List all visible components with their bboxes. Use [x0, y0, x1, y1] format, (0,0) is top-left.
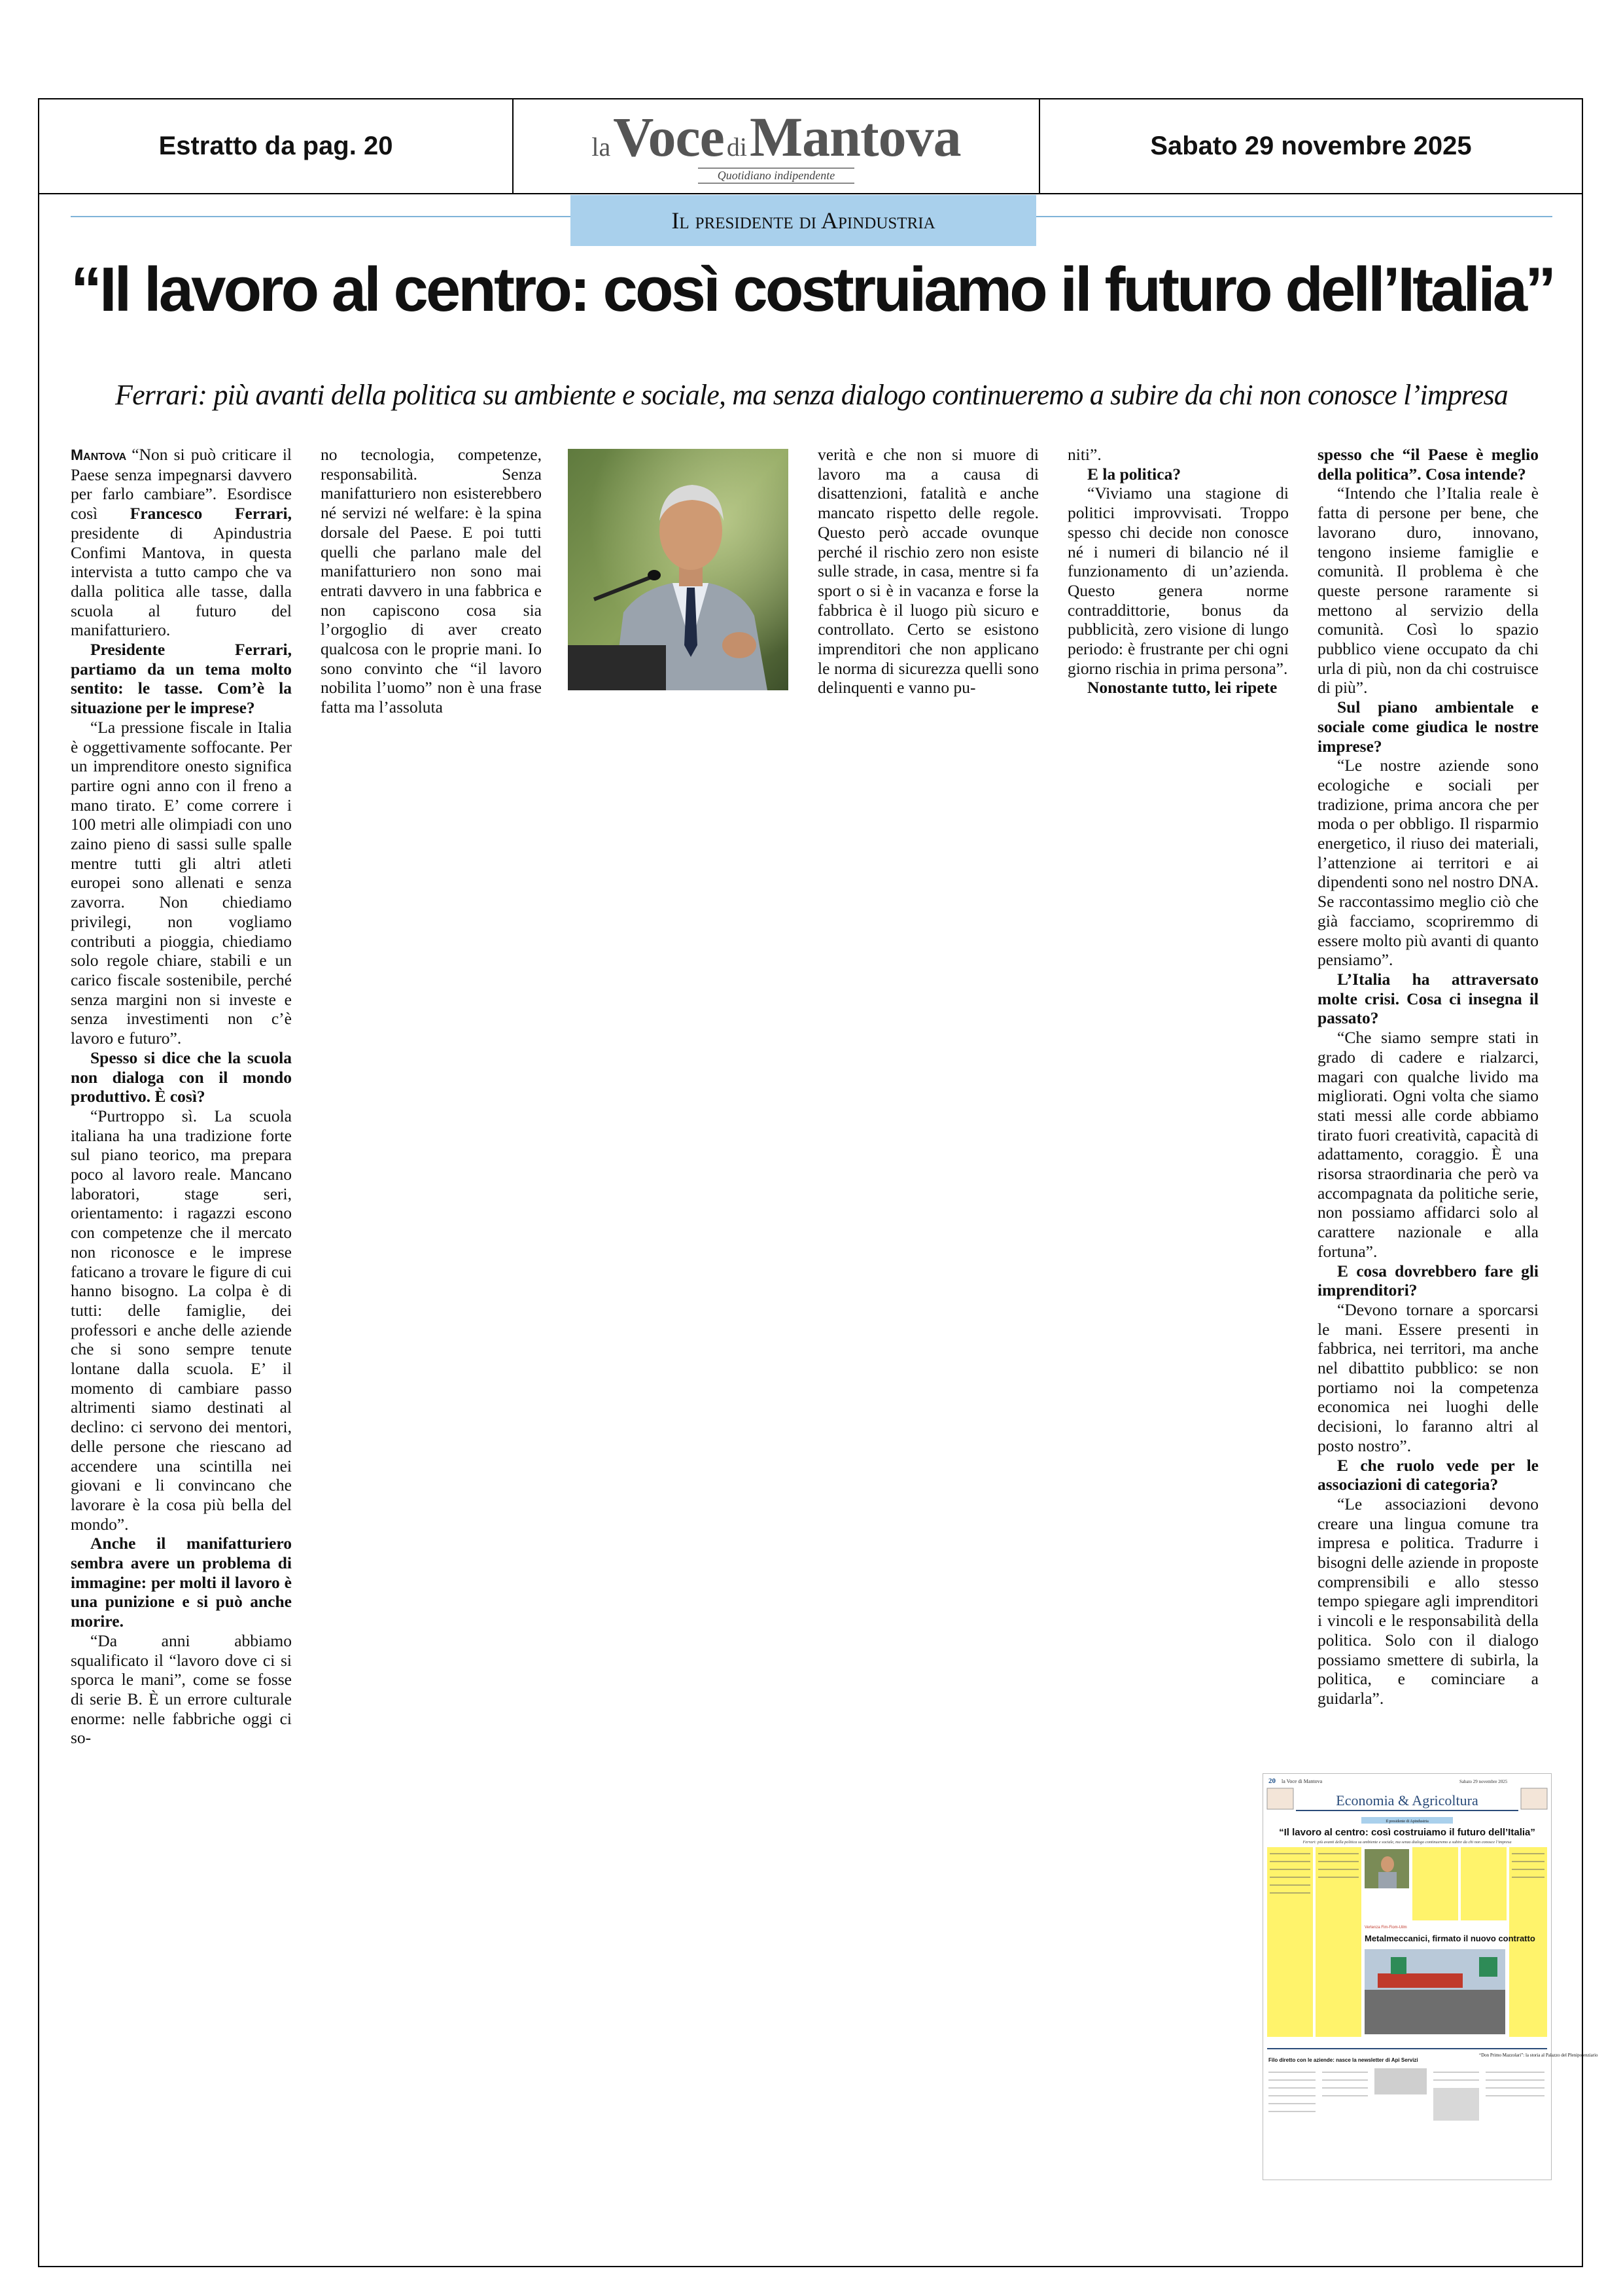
thumb-kicker: Vertenza Fim-Fiom-Uilm: [1365, 1926, 1407, 1930]
page-thumbnail: [1263, 1773, 1598, 2180]
subheadline: Ferrari: più avanti della politica su ambiente e sociale, ma senza dialogo continueremo a subire da chi non conosce l’impresa: [115, 379, 1508, 411]
article-column-5: [1318, 445, 1539, 1708]
question: Spesso si dice che la scuola non dialoga con il mondo produttivo. È così?: [71, 1048, 292, 1106]
question: E la politica?: [1087, 464, 1181, 484]
thumb-article2-title: Metalmeccanici, firmato il nuovo contratto: [1365, 1934, 1535, 1943]
answer: “La pressione fiscale in Italia è oggettivamente soffocante. Per un imprenditore onesto significa partire ogni anno con il freno a mano tirato. E’ come correre i 100 metri alle olimpiadi con uno zaino pieno di sassi sulle spalle mentre tutti gli altri atleti europei sono allenati e senza zavorra. Non chiediamo privilegi, non vogliamo contributi a pioggia, chiediamo solo regole chiare, stabili e un carico fiscale sostenibile, perché senza margini non si investe e senza investimenti non c’è lavoro e futuro”.: [71, 717, 292, 1048]
thumb-article3-title: Filo diretto con le aziende: nasce la newsletter di Api Servizi: [1268, 2057, 1418, 2063]
answer: “Le associazioni devono creare una lingua comune tra impresa e politica. Tradurre i bisogni delle aziende in proposte comprensibili e allo stesso tempo spiegare agli imprenditori i vincoli e le responsabilità della politica. Solo con il dialogo possiamo smettere di subirla, la politica, e cominciare a guidarla”.: [1318, 1494, 1539, 1708]
extract-label: Estratto da pag. 20: [39, 99, 514, 193]
article-column-4: [1068, 445, 1289, 698]
answer: “Le nostre aziende sono ecologiche e sociali per tradizione, prima ancora che per moda o per obbligo. Il risparmio energetico, il riuso dei materiali, l’attenzione ai territori e ai dipendenti sono nel nostro DNA. Se raccontassimo meglio ciò che già facciamo, scopriremmo di essere molto più avanti di quanto pensiamo”.: [1318, 756, 1539, 970]
question: L’Italia ha attraversato molte crisi. Cosa ci insegna il passato?: [1318, 969, 1539, 1028]
thumbnail-image: [1263, 1774, 1598, 2180]
masthead-logo: [514, 99, 1040, 193]
thumb-section: Economia & Agricoltura: [1336, 1792, 1478, 1809]
question: E cosa dovrebbero fare gli imprenditori?: [1318, 1261, 1539, 1300]
article-column-2: [321, 445, 542, 717]
speaker-image: [568, 449, 788, 690]
answer: “Purtroppo sì. La scuola italiana ha una tradizione forte sul piano teorico, ma prepara poco al lavoro reale. Mancano laboratori, stage seri, orientamento: i ragazzi escono con competenze che il mercato non riconosce e le imprese faticano a trovare le figure di cui hanno bisogno. La colpa è di tutti: delle famiglie, dei professori e anche delle aziende che si sono sempre tenute lontane dalla scuola. E’ il momento di cambiare passo altrimenti siamo destinati al declino: ci servono dei mentori, delle persone che riescano ad accendere una scintilla nei giovani e li convincano che lavorare è la cosa più bella del mondo”.: [71, 1106, 292, 1534]
logo-wordmark: la Voce di Mantova: [591, 105, 961, 168]
answer: “Devono tornare a sporcarsi le mani. Essere presenti in fabbrica, nei territori, ma anche nel dibattito pubblico: se non portiamo noi la competenza economica nei luoghi delle decisioni, lo faranno altri al posto nostro”.: [1318, 1299, 1539, 1455]
headline: “Il lavoro al centro: così costruiamo il futuro dell’Italia”: [71, 255, 1554, 325]
interviewee-name: Francesco Ferrari,: [130, 504, 292, 523]
question: Nonostante tutto, lei ripete: [1087, 678, 1278, 698]
article-column-1: [71, 445, 292, 1748]
thumb-page-number: 20: [1268, 1777, 1276, 1785]
thumb-headline: “Il lavoro al centro: così costruiamo il futuro dell’Italia”: [1279, 1827, 1535, 1838]
thumb-date: Sabato 29 novembre 2025: [1459, 1779, 1508, 1784]
lead-paragraph: Mantova “Non si può criticare il Paese senza impegnarsi davvero per farlo cambiare”. Esordisce così Francesco Ferrari, presidente di Apindustria Confimi Mantova, in questa intervista a tutto campo che va dalla politica alle tasse, dalla scuola al futuro del manifatturiero.: [71, 445, 292, 640]
dateline: Mantova: [71, 446, 127, 463]
continued-paragraph: no tecnologia, competenze, responsabilità. Senza manifatturiero non esisterebbero né servizi né welfare: è la spina dorsale del Paese. E poi tutti quelli che parlano male del manifatturiero non sono mai entrati davvero in una fabbrica e non capiscono cosa sia l’orgoglio di aver creato qualcosa con le proprie mani. Io sono convinto che “il lavoro nobilita l’uomo” non è una frase fatta ma l’assoluta: [321, 445, 542, 717]
portrait-photo: [568, 449, 788, 690]
thumb-paper-name: la Voce di Mantova: [1282, 1778, 1323, 1784]
answer: “Da anni abbiamo squalificato il “lavoro dove ci si sporca le mani”, come se fosse di serie B. È un errore culturale enorme: nelle fabbriche oggi ci so-: [71, 1631, 292, 1748]
question: E che ruolo vede per le associazioni di categoria?: [1318, 1455, 1539, 1494]
question: Sul piano ambientale e sociale come giudica le nostre imprese?: [1318, 698, 1539, 756]
article-column-3: [818, 445, 1039, 698]
answer: “Viviamo una stagione di politici improvvisati. Troppo spesso chi decide non conosce né i numeri di bilancio né il funzionamento di un’azienda. Questo genera norme contraddittorie, bonus da pubblicità, zero visione di lungo periodo: è frustrante per chi ogni giorno rischia in prima persona”.: [1068, 484, 1289, 678]
continued-paragraph: niti”.: [1068, 445, 1102, 464]
logo-tagline: Quotidiano indipendente: [698, 168, 854, 184]
thumb-subhead: Ferrari: più avanti della politica su ambiente e sociale, ma senza dialogo continueremo a subire da chi non conosce l’impresa: [1302, 1840, 1512, 1845]
issue-date: Sabato 29 novembre 2025: [1150, 132, 1472, 160]
continued-paragraph: verità e che non si muore di lavoro ma a causa di disattenzioni, fatalità e anche mancato rispetto delle regole. Questo però accade ovunque perché il rischio zero non esiste sulle strade, in casa, mentre si fa sport o si è in vacanza e forse la fabbrica è il luogo più sicuro e controllato. Certo se esistono imprenditori che non applicano le norma di sicurezza quelli sono delinquenti e vanno pu-: [818, 445, 1039, 698]
thumb-band: Il presidente di Apindustria: [1386, 1820, 1429, 1824]
thumb-article4-title: “Don Primo Mazzolari”: la storia al Palazzo del Plenipotenziario: [1479, 2053, 1598, 2058]
page-header: [38, 98, 1583, 193]
question: spesso che “il Paese è meglio della politica”. Cosa intende?: [1318, 445, 1539, 484]
answer: “Intendo che l’Italia reale è fatta di persone per bene, che lavorano duro, innovano, tengono insieme famiglie e comunità. Il problema è che queste persone raramente si mettono al servizio della comunità. Così lo spazio pubblico viene occupato da chi urla di più, non da chi costruisce di più”.: [1318, 484, 1539, 698]
question: Anche il manifatturiero sembra avere un problema di immagine: per molti il lavoro è una punizione e si può anche morire.: [71, 1534, 292, 1631]
section-band: Il presidente di Apindustria: [570, 195, 1036, 246]
question: Presidente Ferrari, partiamo da un tema molto sentito: le tasse. Com’è la situazione per le imprese?: [71, 640, 292, 718]
answer: “Che siamo sempre stati in grado di cadere e rialzarci, magari con qualche livido ma migliorati. Ogni volta che siamo stati messi alle corde abbiamo tirato fuori creatività, capacità di adattamento, coraggio. È una risorsa straordinaria che però va accompagnata da politiche serie, non possiamo affidarci solo al carattere nazionale e alla fortuna”.: [1318, 1028, 1539, 1261]
